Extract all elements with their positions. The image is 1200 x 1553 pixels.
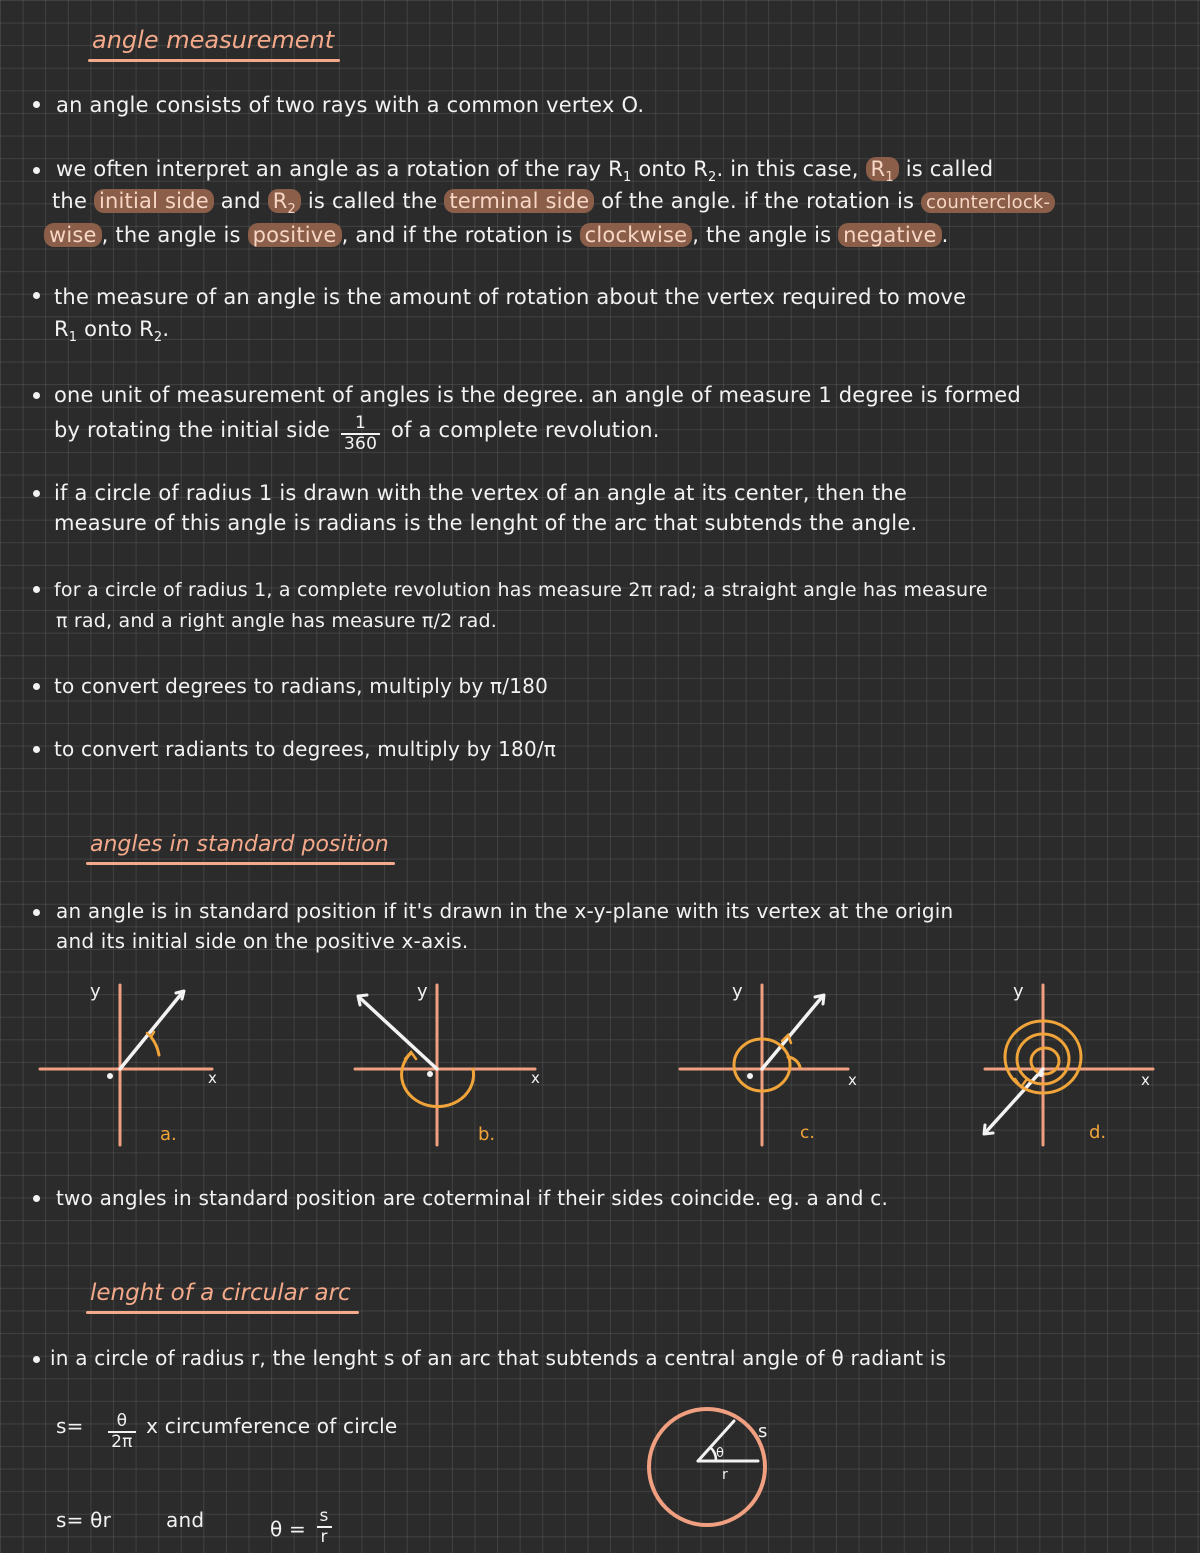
bullet-revolution-line1: for a circle of radius 1, a complete revolution has measure 2π rad; a straight angle has measure bbox=[54, 579, 988, 601]
formula-and: and bbox=[166, 1508, 205, 1532]
fraction-s-r bbox=[317, 1507, 332, 1547]
bullet-dot bbox=[33, 586, 40, 593]
fraction-denominator: 360 bbox=[344, 434, 378, 454]
text: is called the bbox=[307, 189, 438, 213]
heading-text: lenght of a circular arc bbox=[90, 1280, 351, 1306]
fraction-denominator: 2π bbox=[111, 1432, 133, 1452]
fraction-numerator: θ bbox=[108, 1412, 135, 1433]
text: . bbox=[162, 317, 170, 341]
diagram-letter: a. bbox=[160, 1124, 177, 1145]
text: onto R bbox=[631, 157, 709, 181]
radius-label: r bbox=[722, 1467, 728, 1483]
bullet-dot bbox=[33, 392, 40, 399]
highlight-negative: negative bbox=[838, 223, 941, 247]
bullet-radian-line2: measure of this angle is radians is the lenght of the arc that subtends the angle. bbox=[54, 511, 918, 535]
bullet-standard-line2: and its initial side on the positive x-axis. bbox=[56, 929, 469, 953]
origin-label: O bbox=[425, 1079, 426, 1080]
x-axis-label: x bbox=[531, 1069, 540, 1087]
text: . bbox=[941, 223, 949, 247]
text: R bbox=[272, 189, 288, 213]
text: , and if the rotation is bbox=[341, 223, 573, 247]
y-axis-label: y bbox=[417, 981, 428, 1002]
bullet-degree-line2 bbox=[54, 414, 660, 454]
bullet-radian-line1: if a circle of radius 1 is drawn with the vertex of an angle at its center, then the bbox=[54, 481, 907, 505]
bullet-measure-line1: the measure of an angle is the amount of rotation about the vertex required to move bbox=[54, 285, 967, 309]
bullet-coterminal: two angles in standard position are coterminal if their sides coincide. eg. a and c. bbox=[56, 1186, 888, 1210]
diagram-d bbox=[975, 975, 1185, 1150]
highlight-terminal-side: terminal side bbox=[444, 189, 594, 213]
origin-label: O bbox=[1041, 1079, 1042, 1080]
highlight-initial-side: initial side bbox=[94, 189, 214, 213]
arc-length-label: s bbox=[758, 1421, 768, 1442]
fraction-1-360 bbox=[341, 414, 380, 454]
diagram-letter: b. bbox=[478, 1124, 496, 1145]
formula-lhs: θ = bbox=[270, 1517, 306, 1541]
bullet-dot bbox=[33, 101, 40, 108]
y-axis-label: y bbox=[1013, 981, 1024, 1002]
text: the bbox=[52, 189, 88, 213]
formula-theta-s-over-r bbox=[270, 1507, 336, 1547]
bullet-angle-definition: an angle consists of two rays with a common vertex O. bbox=[56, 93, 645, 117]
bullet-dot bbox=[33, 490, 40, 497]
bullet-degree-line1: one unit of measurement of angles is the degree. an angle of measure 1 degree is formed bbox=[54, 383, 1021, 407]
text: is called bbox=[898, 157, 994, 181]
text: , the angle is bbox=[692, 223, 832, 247]
text: and bbox=[220, 189, 261, 213]
heading-text: angle measurement bbox=[92, 26, 335, 54]
bullet-measure-line2: $R_1$ onto $R_2$. bbox=[54, 317, 170, 346]
heading-text: angles in standard position bbox=[90, 832, 389, 857]
formula-rhs: x circumference of circle bbox=[146, 1414, 398, 1438]
highlight-r1: $R_1$ bbox=[866, 157, 899, 181]
diagram-b bbox=[345, 975, 555, 1150]
diagram-letter: c. bbox=[800, 1123, 815, 1143]
bullet-deg-to-rad: to convert degrees to radians, multiply by π/180 bbox=[54, 674, 549, 698]
arc-circle-diagram bbox=[630, 1395, 790, 1545]
text: of the angle. if the rotation is bbox=[601, 189, 915, 213]
y-axis-label: y bbox=[90, 981, 101, 1002]
x-axis-label: x bbox=[1141, 1071, 1150, 1089]
heading-underline bbox=[88, 59, 340, 62]
formula-s-theta-r: s= θr bbox=[56, 1508, 111, 1532]
bullet-rotation-line2 bbox=[52, 188, 1055, 223]
highlight-counterclockwise: counterclock- bbox=[921, 192, 1055, 213]
x-axis-label: x bbox=[848, 1071, 857, 1089]
highlight-clockwise: clockwise bbox=[580, 223, 693, 247]
heading-standard-position bbox=[90, 832, 389, 857]
origin-label: O bbox=[748, 1079, 749, 1080]
text: by rotating the initial side bbox=[54, 418, 331, 442]
diagram-a bbox=[30, 975, 240, 1150]
formula-arc-circumference bbox=[56, 1412, 397, 1452]
bullet-dot bbox=[33, 1356, 40, 1363]
bullet-dot bbox=[33, 292, 40, 299]
bullet-standard-line1: an angle is in standard position if it's drawn in the x-y-plane with its vertex at the origin bbox=[56, 899, 954, 923]
bullet-dot bbox=[33, 909, 40, 916]
formula-lhs: s= bbox=[56, 1414, 84, 1438]
highlight-r2: $R_2$ bbox=[268, 189, 301, 213]
fraction-numerator: s bbox=[317, 1507, 332, 1528]
bullet-rotation-line3 bbox=[44, 222, 949, 248]
text: , the angle is bbox=[101, 223, 241, 247]
bullet-dot bbox=[33, 167, 40, 174]
text: onto R bbox=[77, 317, 154, 341]
diagram-letter: d. bbox=[1089, 1122, 1107, 1143]
heading-angle-measurement bbox=[92, 26, 334, 54]
bullet-dot bbox=[33, 746, 40, 753]
fraction-numerator: 1 bbox=[341, 414, 380, 435]
text: of a complete revolution. bbox=[390, 418, 660, 442]
text: we often interpret an angle as a rotation of the ray R bbox=[56, 157, 623, 181]
bullet-rad-to-deg: to convert radiants to degrees, multiply by 180/π bbox=[54, 737, 557, 761]
heading-underline bbox=[86, 862, 395, 865]
text: R bbox=[54, 317, 69, 341]
x-axis-label: x bbox=[208, 1069, 217, 1087]
bullet-dot bbox=[33, 1195, 40, 1202]
fraction-denominator: r bbox=[320, 1527, 328, 1547]
bullet-rotation-line1: we often interpret an angle as a rotation of the ray $R_1$ onto $R_2$. in this case, $R_1$ is called bbox=[56, 157, 994, 186]
diagram-c bbox=[670, 975, 880, 1150]
fraction-theta-2pi bbox=[108, 1412, 135, 1452]
origin-label: O bbox=[107, 1082, 108, 1083]
highlight-wise: wise bbox=[44, 223, 102, 247]
heading-arc-length bbox=[90, 1280, 351, 1306]
text: R bbox=[870, 157, 886, 181]
y-axis-label: y bbox=[732, 981, 743, 1002]
text: . in this case, bbox=[716, 157, 859, 181]
bullet-dot bbox=[33, 683, 40, 690]
highlight-positive: positive bbox=[248, 223, 342, 247]
bullet-arc-definition: in a circle of radius r, the lenght s of an arc that subtends a central angle of θ radiant is bbox=[50, 1346, 947, 1370]
heading-underline bbox=[86, 1311, 359, 1314]
bullet-revolution-line2: π rad, and a right angle has measure π/2 rad. bbox=[56, 610, 498, 632]
theta-label: θ bbox=[716, 1446, 724, 1461]
